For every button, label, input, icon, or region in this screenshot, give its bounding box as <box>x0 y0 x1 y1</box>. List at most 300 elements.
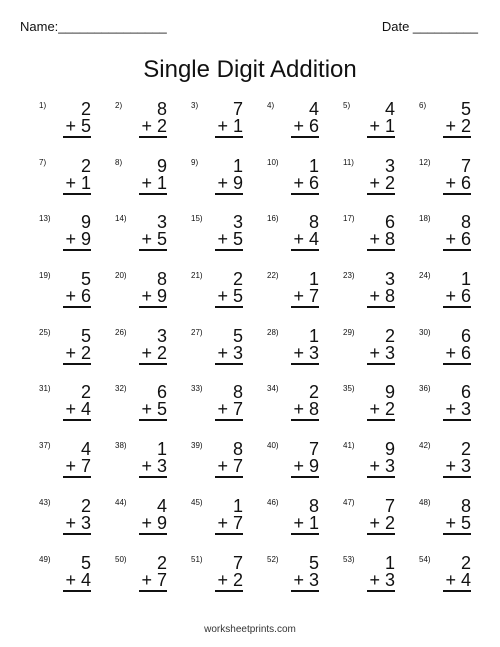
answer-line <box>291 476 319 478</box>
answer-line <box>63 476 91 478</box>
problem-item <box>35 384 111 441</box>
answer-line <box>215 419 243 421</box>
problem-stack <box>63 441 91 475</box>
problem-item <box>111 552 187 612</box>
problem-stack <box>139 384 167 418</box>
bottom-operand: + 7 <box>217 456 243 477</box>
problem-item <box>187 155 263 215</box>
top-operand: 7 <box>384 495 395 516</box>
problem-stack <box>215 271 243 305</box>
bottom-operand: + 9 <box>293 456 319 477</box>
problem-item <box>415 271 491 328</box>
bottom-operand: + 4 <box>445 569 471 590</box>
answer-line <box>367 249 395 251</box>
problem-number: 51) <box>191 554 203 564</box>
problem-item <box>111 214 187 271</box>
top-operand: 3 <box>232 212 243 233</box>
problem-number: 38) <box>115 441 127 451</box>
problem-item <box>187 325 263 385</box>
problem-item <box>187 495 263 555</box>
bottom-operand: + 8 <box>369 286 395 307</box>
bottom-operand: + 3 <box>369 342 395 363</box>
answer-line <box>443 590 471 592</box>
problem-stack <box>367 325 395 363</box>
bottom-operand: + 5 <box>217 286 243 307</box>
bottom-operand: + 2 <box>141 116 167 136</box>
bottom-operand: + 3 <box>217 342 243 363</box>
problem-item <box>187 441 263 498</box>
problem-item <box>187 214 263 271</box>
answer-line <box>291 533 319 535</box>
problem-number: 1) <box>39 101 47 110</box>
problem-item <box>339 552 415 612</box>
problem-item <box>415 101 491 158</box>
answer-line <box>215 590 243 592</box>
problem-item <box>339 325 415 385</box>
problem-item <box>35 214 111 271</box>
top-operand: 8 <box>156 269 167 290</box>
problem-stack <box>291 271 319 305</box>
problem-stack <box>443 552 471 590</box>
problem-item <box>35 271 111 328</box>
answer-line <box>63 363 91 365</box>
problem-number: 43) <box>39 497 51 507</box>
problem-number: 37) <box>39 441 51 451</box>
problem-stack <box>139 441 167 475</box>
top-operand: 1 <box>384 552 395 573</box>
top-operand: 4 <box>80 439 91 460</box>
bottom-operand: + 5 <box>445 512 471 533</box>
top-operand: 6 <box>460 325 471 346</box>
top-operand: 1 <box>308 269 319 290</box>
problem-stack <box>443 325 471 363</box>
problem-item <box>339 384 415 441</box>
problem-item <box>339 101 415 158</box>
problem-item <box>263 384 339 441</box>
answer-line <box>291 419 319 421</box>
answer-line <box>367 533 395 535</box>
bottom-operand: + 6 <box>445 172 471 193</box>
answer-line <box>139 476 167 478</box>
problem-number: 6) <box>419 101 427 110</box>
problem-number: 28) <box>267 327 279 337</box>
answer-line <box>139 590 167 592</box>
problem-stack <box>63 495 91 533</box>
problem-item <box>187 384 263 441</box>
problem-stack <box>215 214 243 248</box>
bottom-operand: + 3 <box>141 456 167 477</box>
bottom-operand: + 5 <box>141 229 167 250</box>
top-operand: 5 <box>80 552 91 573</box>
name-field-label: Name:_______________ <box>20 19 167 34</box>
problem-stack <box>139 214 167 248</box>
answer-line <box>139 136 167 138</box>
problem-item <box>415 552 491 612</box>
top-operand: 7 <box>308 439 319 460</box>
answer-line <box>367 306 395 308</box>
top-operand: 7 <box>232 552 243 573</box>
answer-line <box>443 249 471 251</box>
top-operand: 3 <box>156 325 167 346</box>
answer-line <box>443 306 471 308</box>
top-operand: 2 <box>460 439 471 460</box>
problem-number: 12) <box>419 157 431 167</box>
problem-item <box>35 155 111 215</box>
bottom-operand: + 7 <box>293 286 319 307</box>
top-operand: 1 <box>232 155 243 176</box>
problem-number: 33) <box>191 384 203 394</box>
problem-stack <box>367 271 395 305</box>
problem-number: 9) <box>191 157 199 167</box>
top-operand: 9 <box>384 382 395 403</box>
answer-line <box>215 193 243 195</box>
problem-item <box>187 101 263 158</box>
top-operand: 2 <box>80 382 91 403</box>
answer-line <box>215 363 243 365</box>
problem-item <box>263 495 339 555</box>
problem-number: 34) <box>267 384 279 394</box>
top-operand: 6 <box>460 382 471 403</box>
problem-number: 4) <box>267 101 275 110</box>
bottom-operand: + 4 <box>293 229 319 250</box>
problem-item <box>111 441 187 498</box>
answer-line <box>291 363 319 365</box>
answer-line <box>63 590 91 592</box>
bottom-operand: + 5 <box>217 229 243 250</box>
bottom-operand: + 9 <box>65 229 91 250</box>
problem-number: 5) <box>343 101 351 110</box>
answer-line <box>63 136 91 138</box>
problem-stack <box>291 552 319 590</box>
problem-number: 27) <box>191 327 203 337</box>
problem-item <box>263 155 339 215</box>
top-operand: 8 <box>232 439 243 460</box>
problem-stack <box>367 155 395 193</box>
bottom-operand: + 2 <box>141 342 167 363</box>
problem-stack <box>443 271 471 305</box>
problem-item <box>339 214 415 271</box>
bottom-operand: + 6 <box>293 172 319 193</box>
problem-number: 22) <box>267 271 279 281</box>
problem-stack <box>139 155 167 193</box>
problem-stack <box>63 552 91 590</box>
bottom-operand: + 2 <box>65 342 91 363</box>
answer-line <box>367 193 395 195</box>
problem-stack <box>63 271 91 305</box>
problem-number: 54) <box>419 554 431 564</box>
answer-line <box>215 249 243 251</box>
top-operand: 4 <box>384 99 395 119</box>
problem-stack <box>291 384 319 418</box>
bottom-operand: + 6 <box>445 229 471 250</box>
bottom-operand: + 7 <box>217 512 243 533</box>
problem-number: 19) <box>39 271 51 281</box>
problem-stack <box>139 495 167 533</box>
top-operand: 1 <box>308 155 319 176</box>
problem-item <box>111 495 187 555</box>
problem-stack <box>139 552 167 590</box>
problem-stack <box>367 101 395 135</box>
top-operand: 5 <box>80 325 91 346</box>
top-operand: 9 <box>384 439 395 460</box>
problem-stack <box>367 214 395 248</box>
problem-stack <box>291 495 319 533</box>
problem-number: 18) <box>419 214 431 224</box>
answer-line <box>139 249 167 251</box>
top-operand: 2 <box>384 325 395 346</box>
problem-stack <box>63 214 91 248</box>
problem-number: 49) <box>39 554 51 564</box>
bottom-operand: + 1 <box>141 172 167 193</box>
answer-line <box>139 419 167 421</box>
problem-number: 32) <box>115 384 127 394</box>
problem-stack <box>367 552 395 590</box>
top-operand: 2 <box>80 155 91 176</box>
answer-line <box>367 476 395 478</box>
top-operand: 8 <box>308 495 319 516</box>
problem-number: 45) <box>191 497 203 507</box>
problem-stack <box>215 441 243 475</box>
top-operand: 2 <box>80 99 91 119</box>
problem-number: 3) <box>191 101 199 110</box>
problem-item <box>111 271 187 328</box>
problem-number: 14) <box>115 214 127 224</box>
problem-stack <box>291 441 319 475</box>
answer-line <box>63 533 91 535</box>
answer-line <box>291 249 319 251</box>
problem-stack <box>443 101 471 135</box>
problem-number: 47) <box>343 497 355 507</box>
top-operand: 2 <box>80 495 91 516</box>
problem-number: 17) <box>343 214 355 224</box>
problem-item <box>263 271 339 328</box>
problem-number: 25) <box>39 327 51 337</box>
problem-stack <box>215 325 243 363</box>
bottom-operand: + 5 <box>65 116 91 136</box>
top-operand: 2 <box>460 552 471 573</box>
problem-number: 23) <box>343 271 355 281</box>
problem-number: 53) <box>343 554 355 564</box>
answer-line <box>215 136 243 138</box>
bottom-operand: + 3 <box>445 456 471 477</box>
problem-stack <box>443 155 471 193</box>
problem-number: 30) <box>419 327 431 337</box>
problem-stack <box>139 325 167 363</box>
answer-line <box>443 419 471 421</box>
bottom-operand: + 7 <box>217 399 243 420</box>
bottom-operand: + 3 <box>293 342 319 363</box>
problem-number: 7) <box>39 157 47 167</box>
answer-line <box>443 363 471 365</box>
problem-stack <box>367 441 395 475</box>
answer-line <box>443 533 471 535</box>
problem-stack <box>291 155 319 193</box>
problem-number: 50) <box>115 554 127 564</box>
problem-stack <box>63 384 91 418</box>
answer-line <box>139 306 167 308</box>
bottom-operand: + 6 <box>293 116 319 136</box>
problem-stack <box>139 101 167 135</box>
answer-line <box>291 193 319 195</box>
bottom-operand: + 1 <box>217 116 243 136</box>
top-operand: 5 <box>232 325 243 346</box>
top-operand: 8 <box>308 212 319 233</box>
top-operand: 5 <box>80 269 91 290</box>
top-operand: 1 <box>232 495 243 516</box>
problem-number: 40) <box>267 441 279 451</box>
problem-stack <box>139 271 167 305</box>
problem-stack <box>443 495 471 533</box>
problem-stack <box>367 495 395 533</box>
problem-stack <box>291 325 319 363</box>
bottom-operand: + 4 <box>65 569 91 590</box>
problem-number: 35) <box>343 384 355 394</box>
problem-item <box>339 271 415 328</box>
top-operand: 4 <box>156 495 167 516</box>
bottom-operand: + 4 <box>65 399 91 420</box>
problem-number: 21) <box>191 271 203 281</box>
problem-number: 2) <box>115 101 123 110</box>
problem-item <box>415 214 491 271</box>
top-operand: 8 <box>232 382 243 403</box>
problem-number: 41) <box>343 441 355 451</box>
answer-line <box>139 193 167 195</box>
bottom-operand: + 5 <box>141 399 167 420</box>
problem-item <box>415 384 491 441</box>
problem-item <box>111 101 187 158</box>
problem-item <box>339 441 415 498</box>
problem-number: 29) <box>343 327 355 337</box>
answer-line <box>367 590 395 592</box>
bottom-operand: + 8 <box>369 229 395 250</box>
problem-number: 20) <box>115 271 127 281</box>
top-operand: 8 <box>156 99 167 119</box>
problem-stack <box>443 441 471 475</box>
bottom-operand: + 2 <box>369 399 395 420</box>
top-operand: 5 <box>308 552 319 573</box>
answer-line <box>367 419 395 421</box>
bottom-operand: + 7 <box>65 456 91 477</box>
top-operand: 3 <box>384 155 395 176</box>
problem-item <box>35 325 111 385</box>
problem-item <box>263 101 339 158</box>
problem-number: 46) <box>267 497 279 507</box>
top-operand: 9 <box>156 155 167 176</box>
problem-item <box>415 495 491 555</box>
answer-line <box>367 136 395 138</box>
bottom-operand: + 1 <box>65 172 91 193</box>
problem-item <box>187 271 263 328</box>
problem-number: 15) <box>191 214 203 224</box>
problem-number: 48) <box>419 497 431 507</box>
bottom-operand: + 1 <box>293 512 319 533</box>
problem-item <box>35 552 111 612</box>
problem-number: 10) <box>267 157 279 167</box>
top-operand: 9 <box>80 212 91 233</box>
top-operand: 2 <box>232 269 243 290</box>
top-operand: 1 <box>460 269 471 290</box>
bottom-operand: + 3 <box>369 456 395 477</box>
problem-item <box>263 441 339 498</box>
problem-item <box>35 441 111 498</box>
problem-number: 42) <box>419 441 431 451</box>
problem-number: 39) <box>191 441 203 451</box>
bottom-operand: + 2 <box>369 512 395 533</box>
answer-line <box>443 476 471 478</box>
problem-item <box>111 325 187 385</box>
problem-stack <box>215 155 243 193</box>
top-operand: 1 <box>156 439 167 460</box>
bottom-operand: + 2 <box>369 172 395 193</box>
bottom-operand: + 1 <box>369 116 395 136</box>
problem-item <box>415 325 491 385</box>
top-operand: 3 <box>156 212 167 233</box>
problem-item <box>263 325 339 385</box>
problem-stack <box>443 214 471 248</box>
problem-stack <box>291 101 319 135</box>
top-operand: 1 <box>308 325 319 346</box>
top-operand: 2 <box>308 382 319 403</box>
top-operand: 6 <box>384 212 395 233</box>
answer-line <box>215 306 243 308</box>
bottom-operand: + 9 <box>141 286 167 307</box>
answer-line <box>291 136 319 138</box>
problem-stack <box>291 214 319 248</box>
bottom-operand: + 6 <box>65 286 91 307</box>
bottom-operand: + 9 <box>141 512 167 533</box>
top-operand: 2 <box>156 552 167 573</box>
problem-number: 13) <box>39 214 51 224</box>
bottom-operand: + 2 <box>217 569 243 590</box>
problem-number: 8) <box>115 157 123 167</box>
answer-line <box>63 306 91 308</box>
answer-line <box>291 590 319 592</box>
bottom-operand: + 9 <box>217 172 243 193</box>
top-operand: 3 <box>384 269 395 290</box>
problem-item <box>187 552 263 612</box>
bottom-operand: + 3 <box>293 569 319 590</box>
answer-line <box>63 419 91 421</box>
problem-stack <box>63 155 91 193</box>
answer-line <box>139 363 167 365</box>
answer-line <box>63 193 91 195</box>
problem-item <box>415 155 491 215</box>
top-operand: 6 <box>156 382 167 403</box>
problem-stack <box>215 101 243 135</box>
page-title: Single Digit Addition <box>143 56 357 83</box>
problem-number: 26) <box>115 327 127 337</box>
answer-line <box>443 136 471 138</box>
bottom-operand: + 3 <box>369 569 395 590</box>
top-operand: 4 <box>308 99 319 119</box>
problem-stack <box>215 552 243 590</box>
bottom-operand: + 2 <box>445 116 471 136</box>
date-field-label: Date _________ <box>381 19 478 34</box>
problem-item <box>415 441 491 498</box>
problem-item <box>339 495 415 555</box>
problem-number: 52) <box>267 554 279 564</box>
problem-number: 31) <box>39 384 51 394</box>
problem-item <box>111 384 187 441</box>
problem-number: 24) <box>419 271 431 281</box>
problem-number: 11) <box>343 157 354 167</box>
problem-item <box>35 495 111 555</box>
bottom-operand: + 6 <box>445 286 471 307</box>
problem-item <box>111 155 187 215</box>
top-operand: 8 <box>460 495 471 516</box>
problem-item <box>263 552 339 612</box>
problem-number: 16) <box>267 214 279 224</box>
